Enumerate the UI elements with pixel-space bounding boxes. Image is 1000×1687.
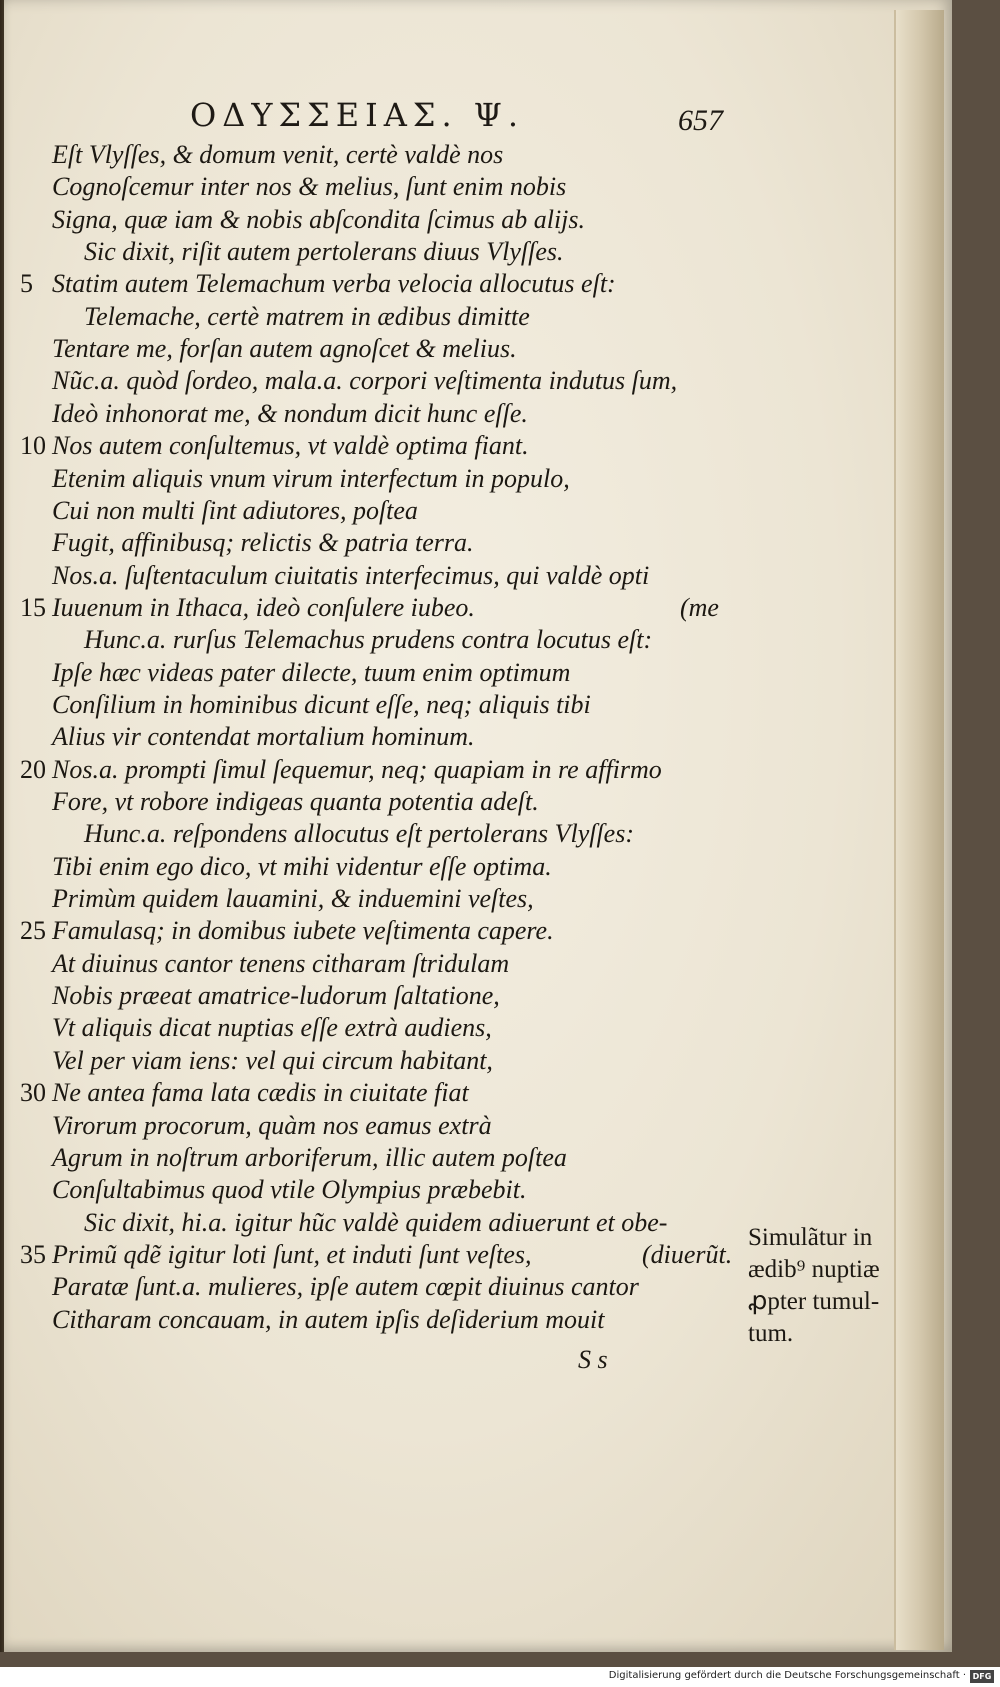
verse-line: Cui non multi ſint adiutores, poſtea xyxy=(52,496,418,525)
marginal-note-line: Simulãtur in xyxy=(748,1224,873,1251)
verse-line: Nũc.a. quòd ſordeo, mala.a. corpori veſtimenta indutus ſum, xyxy=(52,366,678,395)
line-number: 5 xyxy=(20,269,33,298)
verse-line: Hunc.a. rurſus Telemachus prudens contra locutus eſt: xyxy=(84,625,653,654)
verse-continuation: (me xyxy=(680,593,719,622)
signature-mark: S s xyxy=(578,1345,608,1374)
footer-bar xyxy=(0,1667,1000,1687)
verse-line: Famulasq; in domibus iubete veſtimenta capere. xyxy=(52,916,554,945)
verse-line: Nos autem conſultemus, vt valdè optima fiant. xyxy=(52,431,529,460)
verse-line: Eſt Vlyſſes, & domum venit, certè valdè nos xyxy=(52,140,504,169)
verse-line: Conſilium in hominibus dicunt eſſe, neq; aliquis tibi xyxy=(52,690,591,719)
verse-line: Tentare me, forſan autem agnoſcet & melius. xyxy=(52,334,517,363)
verse-line: Tibi enim ego dico, vt mihi videntur eſſe optima. xyxy=(52,852,552,881)
verse-line: Ipſe hæc videas pater dilecte, tuum enim optimum xyxy=(52,658,571,687)
marginal-note-line: tum. xyxy=(748,1320,794,1347)
verse-line: Alius vir contendat mortalium hominum. xyxy=(52,722,475,751)
verse-line: Nos.a. prompti ſimul ſequemur, neq; quapiam in re affirmo xyxy=(52,755,662,784)
line-number: 20 xyxy=(20,755,46,784)
verse-line: Conſultabimus quod vtile Olympius præbebit. xyxy=(52,1175,527,1204)
dfg-logo: DFG xyxy=(970,1670,994,1683)
footer-credit: Digitalisierung gefördert durch die Deutsche Forschungsgemeinschaft · xyxy=(608,1670,966,1681)
verse-line: Paratæ ſunt.a. mulieres, ipſe autem cœpit diuinus cantor xyxy=(52,1272,639,1301)
verse-line: Nobis præeat amatrice-ludorum ſaltatione, xyxy=(52,981,500,1010)
verse-line: Fore, vt robore indigeas quanta potentia adeſt. xyxy=(52,787,539,816)
verse-line: Agrum in noſtrum arboriferum, illic autem poſtea xyxy=(52,1143,567,1172)
verse-line: Iuuenum in Ithaca, ideò conſulere iubeo. xyxy=(52,593,475,622)
verse-line: Citharam concauam, in autem ipſis deſiderium mouit xyxy=(52,1305,605,1334)
verse-line: Vt aliquis dicat nuptias eſſe extrà audiens, xyxy=(52,1013,492,1042)
verse-line: Telemache, certè matrem in ædibus dimitte xyxy=(84,302,530,331)
verse-continuation: (diuerũt. xyxy=(642,1240,733,1269)
verse-line: Sic dixit, riſit autem pertolerans diuus Vlyſſes. xyxy=(84,237,564,266)
line-number: 35 xyxy=(20,1240,46,1269)
verse-line: Nos.a. ſuſtentaculum ciuitatis interfecimus, qui valdè opti xyxy=(52,561,650,590)
marginal-note xyxy=(748,1222,918,1350)
verse-line: Primùm quidem lauamini, & induemini veſtes, xyxy=(52,884,534,913)
verse-line: Virorum procorum, quàm nos eamus extrà xyxy=(52,1111,492,1140)
verse-line: Fugit, affinibusq; relictis & patria terra. xyxy=(52,528,474,557)
page-number: 657 xyxy=(678,104,723,137)
verse-line: Etenim aliquis vnum virum interfectum in populo, xyxy=(52,464,570,493)
verse-line: Sic dixit, hi.a. igitur hũc valdè quidem adiuerunt et obe- xyxy=(84,1208,668,1237)
verse-line: Ne antea fama lata cædis in ciuitate fiat xyxy=(52,1078,469,1107)
verse-line: Ideò inhonorat me, & nondum dicit hunc eſſe. xyxy=(52,399,528,428)
verse-line: Primũ qdẽ igitur loti ſunt, et induti ſunt veſtes, xyxy=(52,1240,532,1269)
running-head: ΟΔΥΣΣΕΙΑΣ. Ψ. xyxy=(190,96,525,134)
line-number: 30 xyxy=(20,1078,46,1107)
line-number: 15 xyxy=(20,593,46,622)
verse-line: At diuinus cantor tenens citharam ſtridulam xyxy=(52,949,510,978)
verse-line: Statim autem Telemachum verba velocia allocutus eſt: xyxy=(52,269,616,298)
line-number: 10 xyxy=(20,431,46,460)
marginal-note-line: ꝓpter tumul- xyxy=(748,1288,880,1315)
verse-line: Vel per viam iens: vel qui circum habitant, xyxy=(52,1046,493,1075)
verse-line: Hunc.a. reſpondens allocutus eſt pertolerans Vlyſſes: xyxy=(84,819,634,848)
marginal-note-line: ædib⁹ nuptiæ xyxy=(748,1256,880,1283)
page-edge xyxy=(894,10,944,1650)
line-number: 25 xyxy=(20,916,46,945)
verse-line: Signa, quæ iam & nobis abſcondita ſcimus ab alijs. xyxy=(52,205,586,234)
verse-line: Cognoſcemur inter nos & melius, ſunt enim nobis xyxy=(52,172,567,201)
